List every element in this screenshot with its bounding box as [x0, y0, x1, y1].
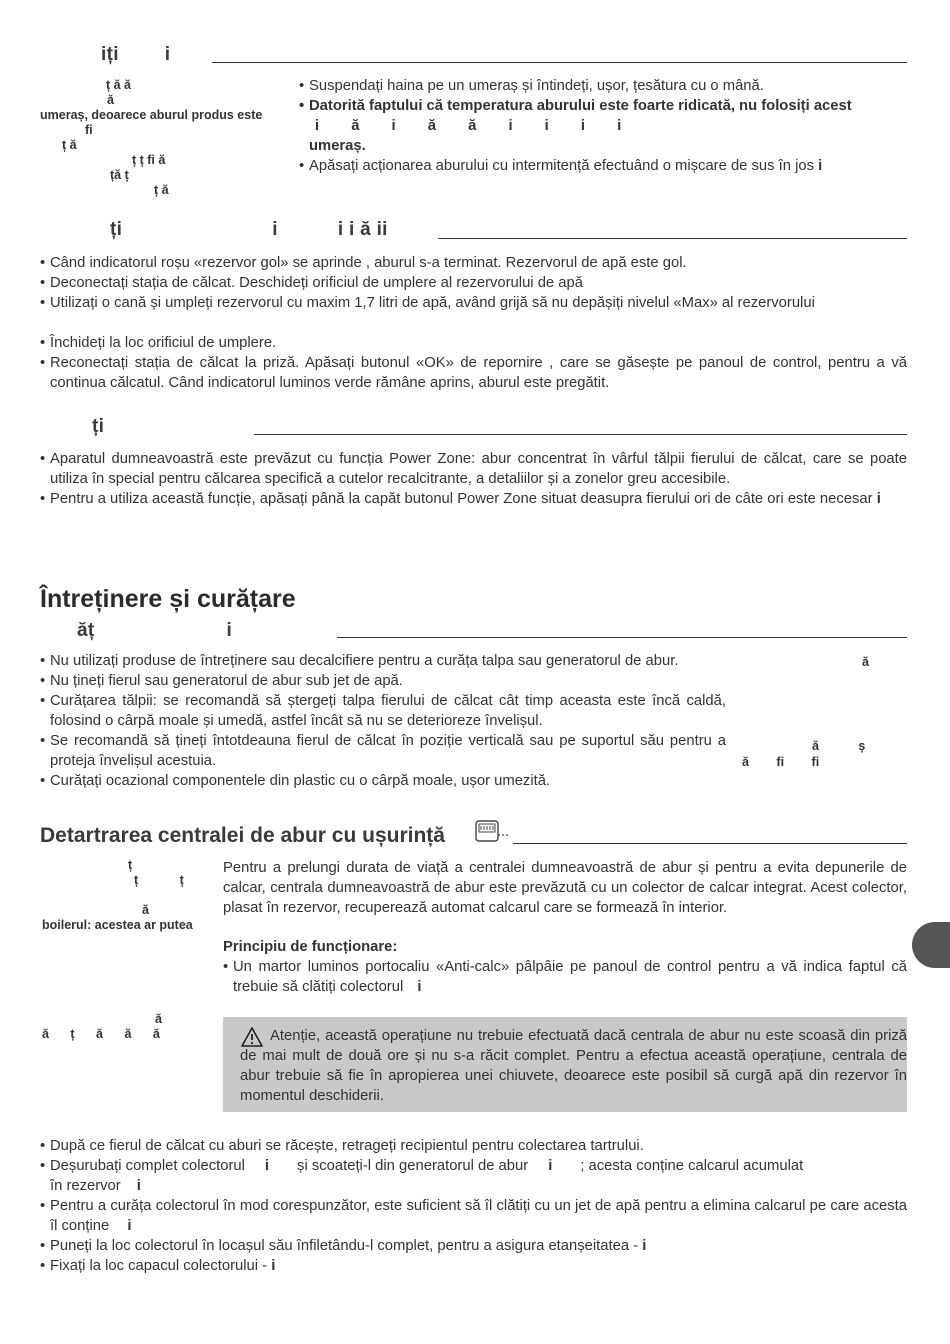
list-item: • Curățați ocazional componentele din plastic cu o cârpă moale, ușor umezită.: [40, 771, 726, 791]
descale-side-notes: ț ț ț ă boilerul: acestea ar putea: [42, 858, 193, 932]
list-item: • Pentru a utiliza această funcție, apăsați până la capăt butonul Power Zone situat deasupra fierului ori de câte ori este necesar i: [40, 489, 907, 509]
list-item: • Puneți la loc colectorul în locașul său înfiletându-l complet, pentru a asigura etanșeitatea - i: [40, 1236, 907, 1256]
refill-list: [40, 253, 907, 393]
maintenance-side-fragment: ă fi fi: [742, 755, 820, 769]
descale-icon: [474, 819, 510, 845]
power-list: [40, 449, 907, 509]
list-item: • Aparatul dumneavoastră este prevăzut cu funcția Power Zone: abur concentrat în vârful tălpii fierului de călcat, care se poate utiliza în special pentru călcarea specifică a cutelor recalcitrante, a detaliilor și a zonelor greu accesibile.: [40, 449, 907, 489]
list-item: • Deșurubați complet colectorul i și scoateți-l din generatorul de abur i ; acesta conține calcarul acumulat în rezervor i: [40, 1156, 907, 1196]
hanging-side-notes: ț ă ă ă umeraș, deoarece aburul produs este fi ț ă ț ț fi ă ță ț ț ă: [40, 78, 263, 197]
list-item: • Datorită faptului că temperatura aburului este foarte ridicată, nu folosiți acest i ă i ă ă i i i i umeraș.: [299, 96, 907, 156]
maintenance-list: [40, 651, 726, 791]
page-edge-tab: [912, 922, 950, 968]
refill-heading: ți i i i ă ii: [110, 219, 388, 240]
list-item: • Nu utilizați produse de întreținere sau decalcifiere pentru a curăța talpa sau generatorul de abur.: [40, 651, 726, 671]
descale-side-notes-2: ă ă ț ă ă ă: [42, 1012, 162, 1041]
maintenance-title: Întreținere și curățare: [40, 585, 296, 613]
power-heading: ți: [92, 416, 105, 437]
list-item: • Nu țineți fierul sau generatorul de abur sub jet de apă.: [40, 671, 726, 691]
list-item: • Un martor luminos portocaliu «Anti-calc» pâlpâie pe panoul de control pentru a vă indica faptul că trebuie să clătiți colectorul i: [223, 957, 907, 997]
principle-list: [223, 957, 907, 997]
list-item: • Utilizați o cană și umpleți rezervorul cu maxim 1,7 litri de apă, având grijă să nu depășiți nivelul «Max» al rezervorului: [40, 293, 907, 313]
maintenance-side-fragment: ă ș: [812, 739, 866, 753]
list-item: • Suspendați haina pe un umeraș și întindeți, ușor, țesătura cu o mână.: [299, 76, 907, 96]
list-item: • Curățarea tălpii: se recomandă să ștergeți talpa fierului de călcat cât timp aceasta este încă caldă, folosind o cârpă moale și umedă, astfel încât să nu se deterioreze învelișul.: [40, 691, 726, 731]
list-item: • După ce fierul de călcat cu aburi se răcește, retrageți recipientul pentru colectarea tartrului.: [40, 1136, 907, 1156]
descale-intro: Pentru a prelungi durata de viață a centralei dumneavoastră de abur și pentru a evita depunerile de calcar, centrala dumneavoastră de abur este prevăzută cu un colector de calcar integrat. Acest colector, plasat în rezervor, recuperează automat calcarul care se formează în interior.: [223, 860, 907, 916]
hanging-list: [299, 76, 907, 176]
list-item: • Se recomandă să țineți întotdeauna fierul de călcat în poziție verticală sau pe suportul său pentru a proteja învelișul acestuia.: [40, 731, 726, 771]
refill-heading-rule: [438, 238, 907, 239]
list-item: • Pentru a curăța colectorul în mod corespunzător, este suficient să îl clătiți cu un jet de apă pentru a elimina calcarul pe care acesta îl conține i: [40, 1196, 907, 1236]
maintenance-subheading: ăț i: [77, 620, 233, 641]
principle-title: Principiu de funcționare:: [223, 939, 398, 955]
descale-title: Detartrarea centralei de abur cu ușurință: [40, 824, 445, 847]
list-item: • Închideți la loc orificiul de umplere.: [40, 333, 907, 353]
list-item: • Apăsați acționarea aburului cu intermitență efectuând o mișcare de sus în jos i: [299, 156, 907, 176]
list-item: • Reconectați stația de călcat la priză. Apăsați butonul «OK» de repornire , care se găsește pe panoul de control, pentru a vă continua călcatul. Când indicatorul luminos verde rămâne aprins, aburul este pregătit.: [40, 353, 907, 393]
hanging-heading: iți i: [101, 44, 171, 65]
maintenance-side-fragment: ă: [862, 655, 869, 669]
descale-steps: [40, 1136, 907, 1276]
power-heading-rule: [254, 434, 907, 435]
warning-text: Atenție, această operațiune nu trebuie efectuată dacă centrala de abur nu este scoasă din priză de mai mult de două ore și nu s-a răcit complet. Pentru a efectua această operațiune, centrala de abur trebuie să fie în apropierea unei chiuvete, deoarece este posibil să curgă apă din rezervor în momentul deschiderii.: [240, 1028, 907, 1104]
list-item: • Fixați la loc capacul colectorului - i: [40, 1256, 907, 1276]
list-item: • Deconectați stația de călcat. Deschideți orificiul de umplere al rezervorului de apă: [40, 273, 907, 293]
descale-heading-rule: [513, 843, 907, 844]
warning-box: [223, 1017, 907, 1112]
hanging-heading-rule: [212, 62, 907, 63]
list-item: • Când indicatorul roșu «rezervor gol» se aprinde , aburul s-a terminat. Rezervorul de apă este gol.: [40, 253, 907, 273]
maintenance-subheading-rule: [337, 637, 907, 638]
